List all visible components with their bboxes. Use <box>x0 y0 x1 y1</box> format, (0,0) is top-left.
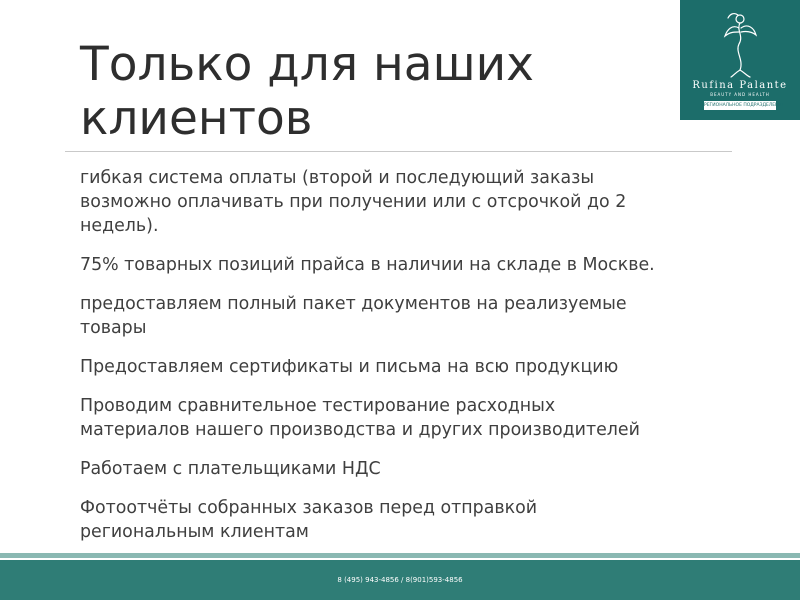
bullet-list <box>68 166 748 559</box>
bullet-text: предоставляем полный пакет документов на реализуемые <box>80 294 627 314</box>
bullet-text: материалов нашего производства и других производителей <box>80 420 640 440</box>
bullet-text: 75% товарных позиций прайса в наличии на складе в Москве. <box>80 255 655 275</box>
bullet-item <box>68 253 748 277</box>
bullet-text: товары <box>80 318 147 338</box>
bullet-text: Предоставляем сертификаты и письма на всю продукцию <box>80 357 619 377</box>
bullet-text: возможно оплачивать при получении или с отсрочкой до 2 <box>80 192 627 212</box>
bullet-text: гибкая система оплаты (второй и последующий заказы <box>80 168 595 188</box>
bullet-item <box>68 496 748 544</box>
bullet-text: региональным клиентам <box>80 522 309 542</box>
brand-tagline: BEAUTY AND HEALTH <box>710 92 770 97</box>
brand-badge: РЕГИОНАЛЬНОЕ ПОДРАЗДЕЛЕНИЕ <box>704 103 785 108</box>
bullet-item <box>68 355 748 379</box>
title-divider <box>65 151 732 152</box>
bullet-text: Проводим сравнительное тестирование расходных <box>80 396 556 416</box>
footer-stripe <box>0 553 800 558</box>
bullet-item <box>68 166 748 238</box>
bullet-item <box>68 457 748 481</box>
bullet-item <box>68 394 748 442</box>
bullet-text: Работаем с плательщиками НДС <box>80 459 381 479</box>
brand-logo <box>680 0 800 120</box>
mermaid-icon <box>720 10 760 78</box>
bullet-text: недель). <box>80 216 159 236</box>
footer-phone: 8 (495) 943-4856 / 8(901)593-4856 <box>337 576 463 584</box>
slide-title: Только для наших клиентов <box>80 37 534 146</box>
brand-name: Rufina Palante <box>692 80 788 91</box>
bullet-item <box>68 292 748 340</box>
bullet-text: Фотоотчёты собранных заказов перед отправкой <box>80 498 538 518</box>
